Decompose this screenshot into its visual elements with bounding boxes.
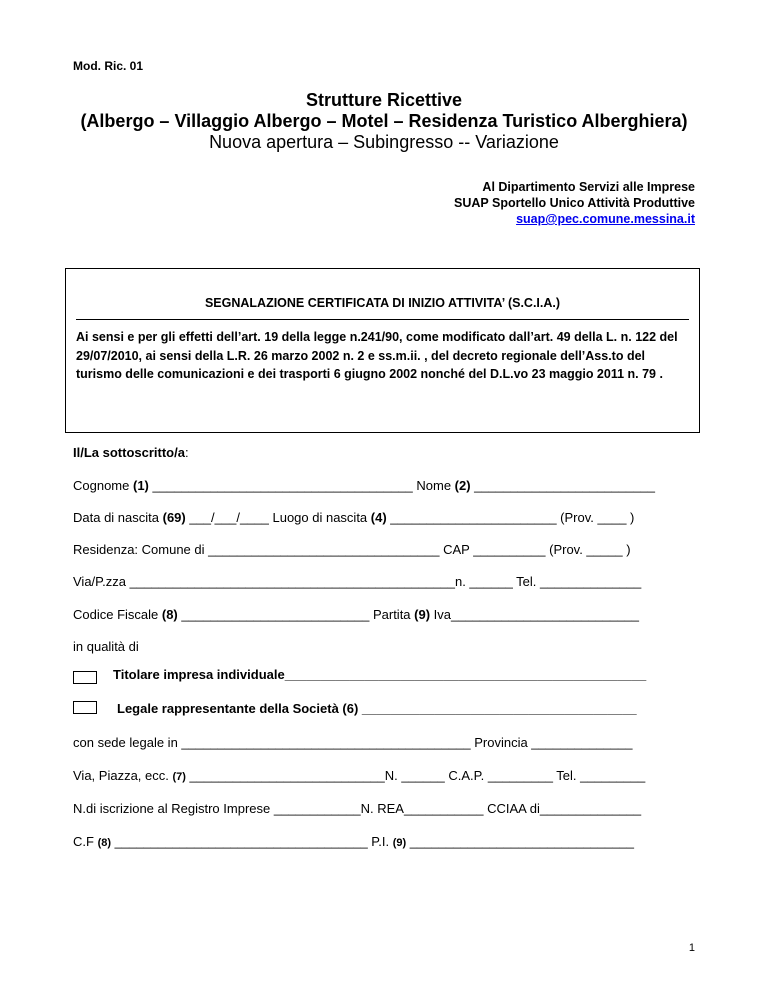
note-8: (8) <box>161 607 178 622</box>
page-subtitle: (Albergo – Villaggio Albergo – Motel – Residenza Turistico Alberghiera) <box>80 111 688 131</box>
procedure-type: Nuova apertura – Subingresso -- Variazione <box>209 132 559 152</box>
label-codice-fiscale: Codice Fiscale <box>73 607 162 622</box>
via2-blank: ___________________________N. ______ C.A.P. _________ Tel. _________ <box>185 768 646 783</box>
note-9: (9) <box>414 607 431 622</box>
row-via[interactable]: Via/P.zza _____________________________________________n. ______ Tel. ______________ <box>73 574 642 589</box>
intro-line <box>73 445 189 460</box>
in-qualita-label: in qualità di <box>73 639 139 654</box>
iva-blank: Iva__________________________ <box>430 607 639 622</box>
addressee-email-wrap <box>516 212 695 226</box>
row-cf-pi[interactable] <box>73 834 634 849</box>
row-cognome-nome[interactable] <box>73 478 655 493</box>
option-legale-rappresentante: Legale rappresentante della Società (6) ______________________________________ <box>117 701 637 716</box>
label-luogo-nascita: ___/___/____ Luogo di nascita <box>185 510 371 525</box>
note-7: (7) <box>172 771 186 783</box>
label-cf: C.F <box>73 834 98 849</box>
row-registro-imprese[interactable]: N.di iscrizione al Registro Imprese ____________N. REA___________ CCIAA di______________ <box>73 801 642 816</box>
label-pi: ___________________________________ P.I. <box>111 834 393 849</box>
note-1: (1) <box>132 478 149 493</box>
checkbox-legale[interactable] <box>73 701 97 714</box>
pi-blank: _______________________________ <box>406 834 634 849</box>
row-sede-legale[interactable]: con sede legale in ________________________________________ Provincia ______________ <box>73 735 633 750</box>
row-codice-fiscale[interactable] <box>73 607 639 622</box>
scia-box <box>65 268 700 433</box>
intro-label: Il/La sottoscritto/a <box>73 445 185 460</box>
label-cognome: Cognome <box>73 478 133 493</box>
addressee-office: SUAP Sportello Unico Attività Produttive <box>454 196 695 210</box>
label-nome: ____________________________________ Nome <box>148 478 455 493</box>
note-2: (2) <box>454 478 471 493</box>
note-69: (69) <box>162 510 186 525</box>
prov-blank: _______________________ (Prov. ____ ) <box>386 510 635 525</box>
note-8b: (8) <box>97 837 112 849</box>
row-nascita[interactable] <box>73 510 634 525</box>
intro-colon: : <box>184 445 189 460</box>
scia-title: SEGNALAZIONE CERTIFICATA DI INIZIO ATTIVITA’ (S.C.I.A.) <box>204 296 561 310</box>
row-via-piazza[interactable] <box>73 768 645 783</box>
scia-legal-text: Ai sensi e per gli effetti dell’art. 19 della legge n.241/90, come modificato dall’art. 49 della L. n. 122 del 29/07/2010, ai sensi della L.R. 26 marzo 2002 n. 2 e ss.m.ii. , del decreto regionale dell’Ass.to del turismo delle comunicazioni e dei trasporti 6 giugno 2002 nonché del D.L.vo 23 maggio 2011 n. 79 . <box>76 330 678 381</box>
option-titolare: Titolare impresa individuale__________________________________________________ <box>113 667 647 682</box>
addressee-email-link[interactable]: suap@pec.comune.messina.it <box>516 212 695 226</box>
note-9b: (9) <box>392 837 407 849</box>
page-number: 1 <box>688 942 695 954</box>
checkbox-titolare[interactable] <box>73 671 97 684</box>
label-data-nascita: Data di nascita <box>73 510 163 525</box>
page-title: Strutture Ricettive <box>305 90 463 110</box>
label-via-piazza: Via, Piazza, ecc. <box>73 768 173 783</box>
label-partita: __________________________ Partita <box>177 607 415 622</box>
row-residenza[interactable]: Residenza: Comune di ________________________________ CAP __________ (Prov. _____ ) <box>73 542 631 557</box>
scia-divider <box>76 319 689 320</box>
note-4: (4) <box>370 510 387 525</box>
nome-blank: _________________________ <box>470 478 655 493</box>
form-code: Mod. Ric. 01 <box>73 59 144 73</box>
addressee-department: Al Dipartimento Servizi alle Imprese <box>482 180 695 194</box>
